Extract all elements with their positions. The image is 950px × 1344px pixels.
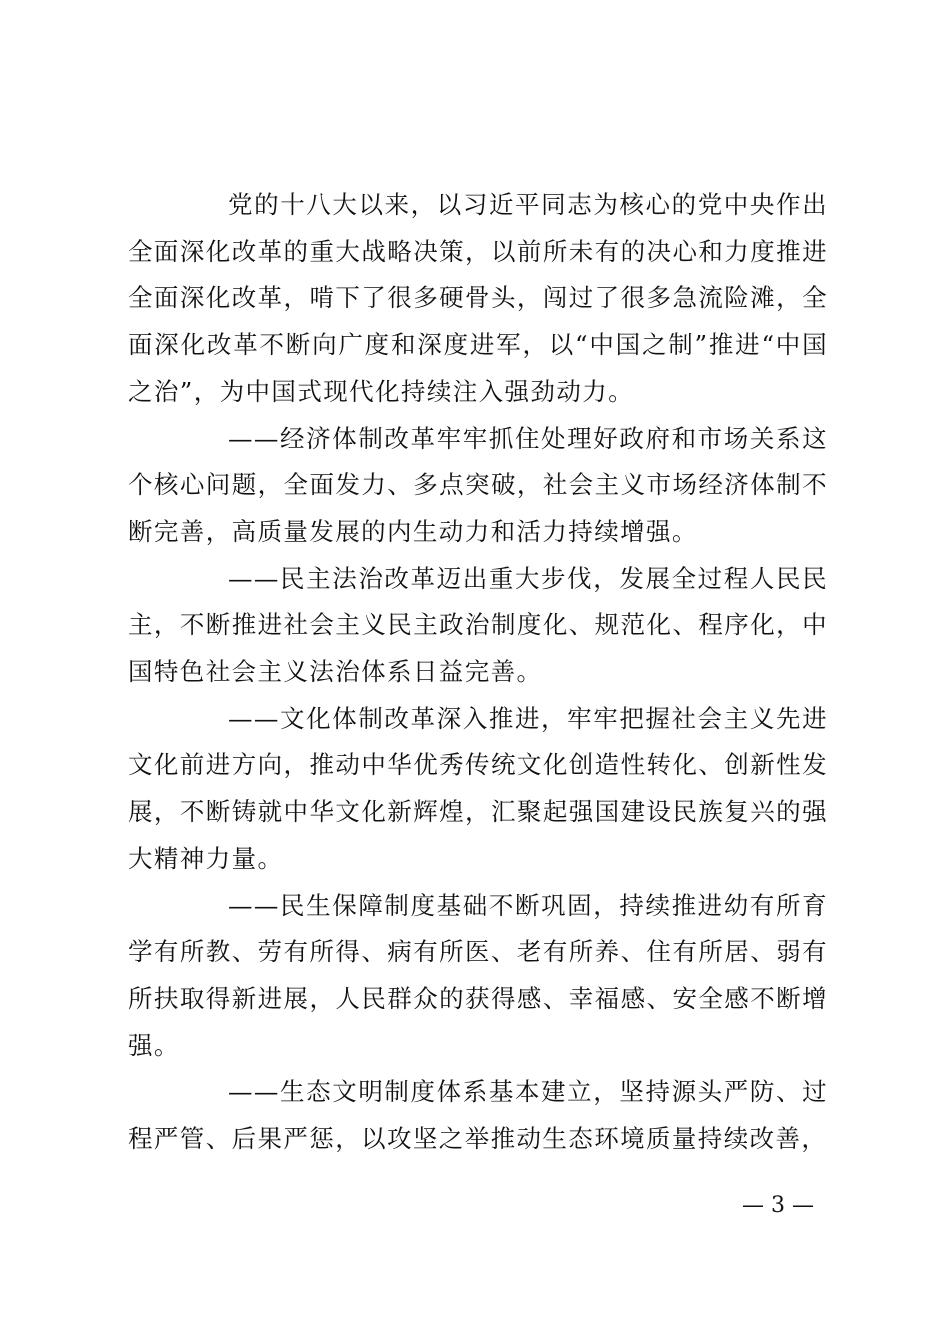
paragraph-livelihood: ——民生保障制度基础不断巩固，持续推进幼有所育学有所教、劳有所得、病有所医、老有所养、住有所居、弱有所扶取得新进展，人民群众的获得感、幸福感、安全感不断增强。 — [128, 890, 828, 1060]
paragraph-economic-reform: ——经济体制改革牢牢抓住处理好政府和市场关系这个核心问题，全面发力、多点突破，社会主义市场经济体制不断完善，高质量发展的内生动力和活力持续增强。 — [128, 423, 828, 546]
page-number: — 3 — — [742, 1193, 814, 1218]
paragraph-cultural-reform: ——文化体制改革深入推进，牢牢把握社会主义先进文化前进方向，推动中华优秀传统文化创造性转化、创新性发展，不断铸就中华文化新辉煌，汇聚起强国建设民族复兴的强大精神力量。 — [128, 703, 828, 873]
paragraph-ecology: ——生态文明制度体系基本建立，坚持源头严防、过程严管、后果严惩，以攻坚之举推动生态环境质量持续改善， — [128, 1077, 828, 1154]
paragraph-intro: 党的十八大以来，以习近平同志为核心的党中央作出全面深化改革的重大战略决策，以前所未有的决心和力度推进全面深化改革，啃下了很多硬骨头，闯过了很多急流险滩，全面深化改革不断向广度和深度进军，以“中国之制”推进“中国之治”，为中国式现代化持续注入强劲动力。 — [128, 190, 828, 406]
paragraph-democracy-rule-of-law: ——民主法治改革迈出重大步伐，发展全过程人民民主，不断推进社会主义民主政治制度化、规范化、程序化，中国特色社会主义法治体系日益完善。 — [128, 563, 828, 687]
document-body — [128, 182, 828, 1163]
